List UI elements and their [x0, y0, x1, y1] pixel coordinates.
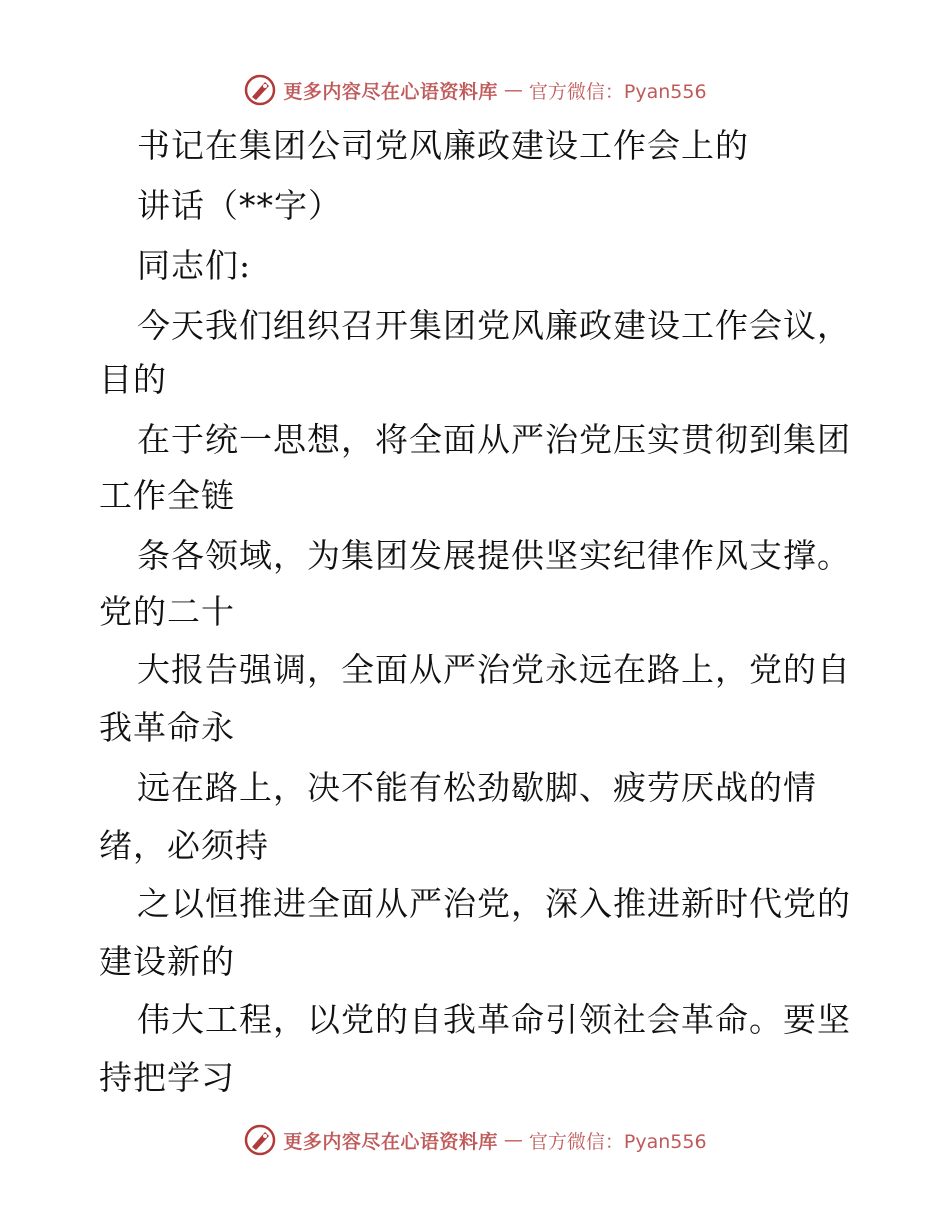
doc-line: 目的 [99, 360, 167, 399]
doc-line: 今天我们组织召开集团党风廉政建设工作会议， [137, 306, 851, 345]
doc-line: 工作全链 [99, 476, 235, 515]
doc-line: 建设新的 [99, 942, 235, 981]
doc-line: 伟大工程，以党的自我革命引领社会革命。要坚 [137, 1000, 851, 1039]
doc-title-line-1: 书记在集团公司党风廉政建设工作会上的 [137, 126, 749, 165]
doc-line: 在于统一思想，将全面从严治党压实贯彻到集团 [137, 420, 851, 459]
banner-separator: — [503, 1129, 523, 1151]
pen-nib-seal-icon [243, 73, 277, 107]
banner-wechat-text: 官方微信：Pyan556 [528, 1130, 707, 1153]
footer-banner [0, 1120, 950, 1160]
doc-line: 远在路上，决不能有松劲歇脚、疲劳厌战的情 [137, 768, 817, 807]
header-banner [0, 70, 950, 110]
doc-line: 条各领域，为集团发展提供坚实纪律作风支撑。 [137, 536, 851, 575]
doc-line: 大报告强调，全面从严治党永远在路上，党的自 [137, 650, 851, 689]
banner-brand-text: 更多内容尽在心语资料库 [283, 80, 498, 103]
doc-salutation: 同志们: [137, 246, 252, 285]
doc-line: 之以恒推进全面从严治党，深入推进新时代党的 [137, 884, 851, 923]
banner-brand-text: 更多内容尽在心语资料库 [283, 1130, 498, 1153]
doc-title-line-2: 讲话（**字） [137, 186, 342, 225]
banner-separator: — [503, 79, 523, 101]
doc-line: 我革命永 [99, 708, 235, 747]
banner-wechat-text: 官方微信：Pyan556 [528, 80, 707, 103]
doc-line: 绪，必须持 [99, 826, 269, 865]
doc-line: 持把学习 [99, 1058, 235, 1097]
doc-line: 党的二十 [99, 592, 235, 631]
pen-nib-seal-icon [243, 1123, 277, 1157]
